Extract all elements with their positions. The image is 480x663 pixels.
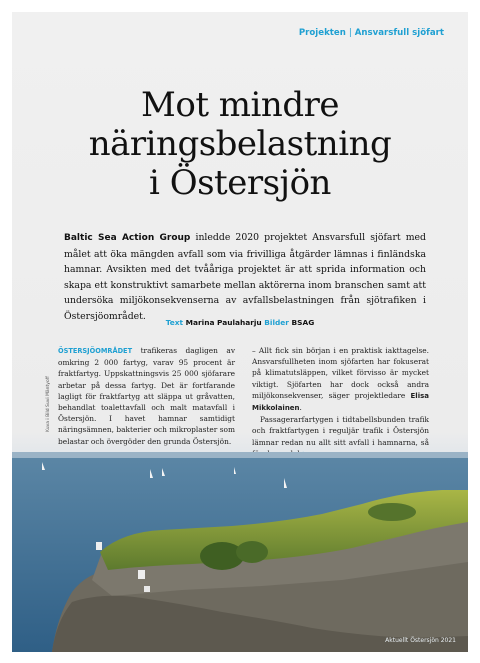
byline: [12, 318, 468, 327]
photo-credit: Kuva i Bild Suvi Mäntyoff: [46, 376, 51, 432]
section-separator: |: [348, 28, 352, 38]
quote-text: – Allt fick sin början i en praktisk iakttagelse. Ansvarsfullheten inom sjöfarten har fokuserat på klimatutsläppen, vilket förvisso är mycket viktigt. Sjöfarten har dock också andra miljökonsekvenser, säger projektledare: [252, 346, 429, 400]
section-category: Projekten: [298, 28, 346, 38]
building-icon: [138, 570, 145, 579]
horizon: [12, 452, 468, 458]
body-column-right: [252, 345, 429, 459]
paragraph-lead-in: ÖSTERSJÖOMRÅDET: [58, 347, 133, 355]
lead-text: inledde 2020 projektet Ansvarsfull sjöfart med målet att öka mängden avfall som via frivilliga åtgärder lämnas i finländska hamnar. Avsikten med det tvååriga projektet är att sprida information och skapa ett konstruktivt samarbete mellan aktörerna inom branschen samt att undersöka miljökonsekvenserna av avfallsbelastningen från sjötrafiken i Östersjöområdet.: [64, 232, 426, 322]
body-paragraph: [58, 345, 235, 447]
section-tag: [299, 28, 444, 38]
image-credit-label: Bilder: [264, 318, 289, 327]
quote-end: .: [299, 403, 302, 413]
article-headline: [12, 86, 468, 203]
lead-org: Baltic Sea Action Group: [64, 233, 191, 243]
page-footer: Aktuellt Östersjön 2021: [385, 637, 456, 644]
image-credit-author: BSAG: [291, 318, 315, 327]
building-icon: [96, 542, 102, 550]
magazine-page: [12, 12, 468, 652]
headline-line-3: i Östersjön: [149, 163, 331, 203]
body-column-left: [58, 345, 235, 447]
text-credit-author: Marina Paulaharju: [185, 318, 262, 327]
island-illustration: [12, 452, 468, 652]
text-credit-label: Text: [165, 318, 184, 327]
headline-line-2: näringsbelastning: [88, 124, 392, 164]
section-title: Ansvarsfull sjöfart: [354, 28, 444, 38]
tree-cluster: [368, 503, 416, 521]
tree-cluster: [236, 541, 268, 563]
headline-line-1: Mot mindre: [141, 85, 339, 125]
building-icon: [144, 586, 150, 592]
quote-paragraph: [252, 345, 429, 414]
island-photo: [12, 452, 468, 652]
quoted-person: Elisa Mikkolainen: [252, 391, 429, 413]
body-text: Passagerarfartygen i tidtabellsbunden trafik och fraktfartygen i reguljär trafik i Östersjön lämnar redan nu allt sitt avfall i hamnarna, så: [252, 415, 429, 447]
lead-paragraph: [64, 230, 426, 325]
body-text: trafikeras dagligen av omkring 2 000 fartyg, varav 95 procent är fraktfartyg. Uppskattningsvis 25 000 sjöfarare arbetar på dessa fartyg. Det är fortfarande lagligt för fraktfartyg att släppa ut gråvatten, behandlat toalettavfall och malt matavfall i Östersjön. I havet hamnar samtidigt näringsämnen, bakterier och mikroplaster som belastar och övergöder den grunda Östersjön.: [58, 346, 235, 446]
